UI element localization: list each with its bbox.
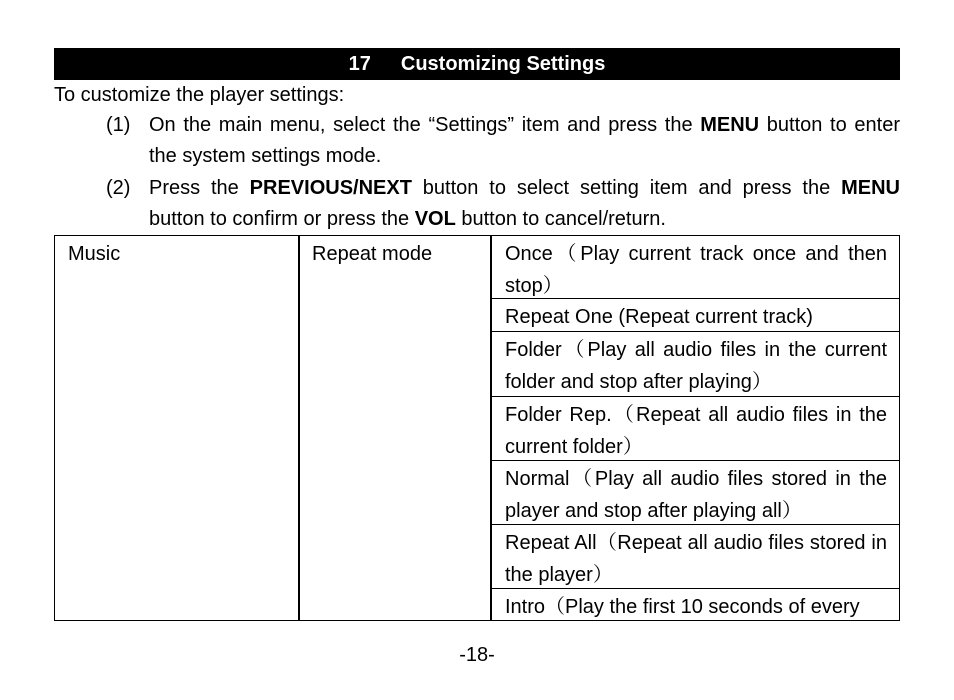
settings-table <box>54 235 900 621</box>
option-cell: Once（Play current track once and then stop） <box>491 236 900 299</box>
step-text: On the main menu, select the “Settings” item and press the MENU button to enter the system settings mode. <box>149 114 900 167</box>
step-marker: (1) <box>106 114 131 136</box>
option-cell: Repeat One (Repeat current track) <box>491 299 900 332</box>
option-cell: Folder Rep.（Repeat all audio files in the current folder） <box>491 397 900 461</box>
setting-cell: Repeat mode <box>312 243 433 265</box>
section-header <box>54 48 900 80</box>
option-cell: Intro（Play the first 10 seconds of every <box>505 596 860 618</box>
step-marker: (2) <box>106 177 131 199</box>
section-title: Customizing Settings <box>400 52 606 75</box>
menu-button-name: MENU <box>841 177 900 199</box>
column-divider <box>298 236 300 620</box>
step-text: Press the PREVIOUS/NEXT button to select setting item and press the MENU button to confirm or press the VOL button to cancel/return. <box>149 177 900 230</box>
option-cell: Repeat All（Repeat all audio files stored in the player） <box>491 525 900 589</box>
section-number: 17 <box>348 52 371 75</box>
menu-button-name: MENU <box>700 114 760 136</box>
vol-button-name: VOL <box>414 208 456 230</box>
page-number: -18- <box>459 644 495 666</box>
option-cell: Normal（Play all audio files stored in the player and stop after playing all） <box>491 461 900 525</box>
intro-text: To customize the player settings: <box>54 84 345 106</box>
option-cell: Folder（Play all audio files in the current folder and stop after playing） <box>491 332 900 397</box>
category-cell: Music <box>68 243 121 265</box>
previous-next-button-name: PREVIOUS/NEXT <box>249 177 412 199</box>
